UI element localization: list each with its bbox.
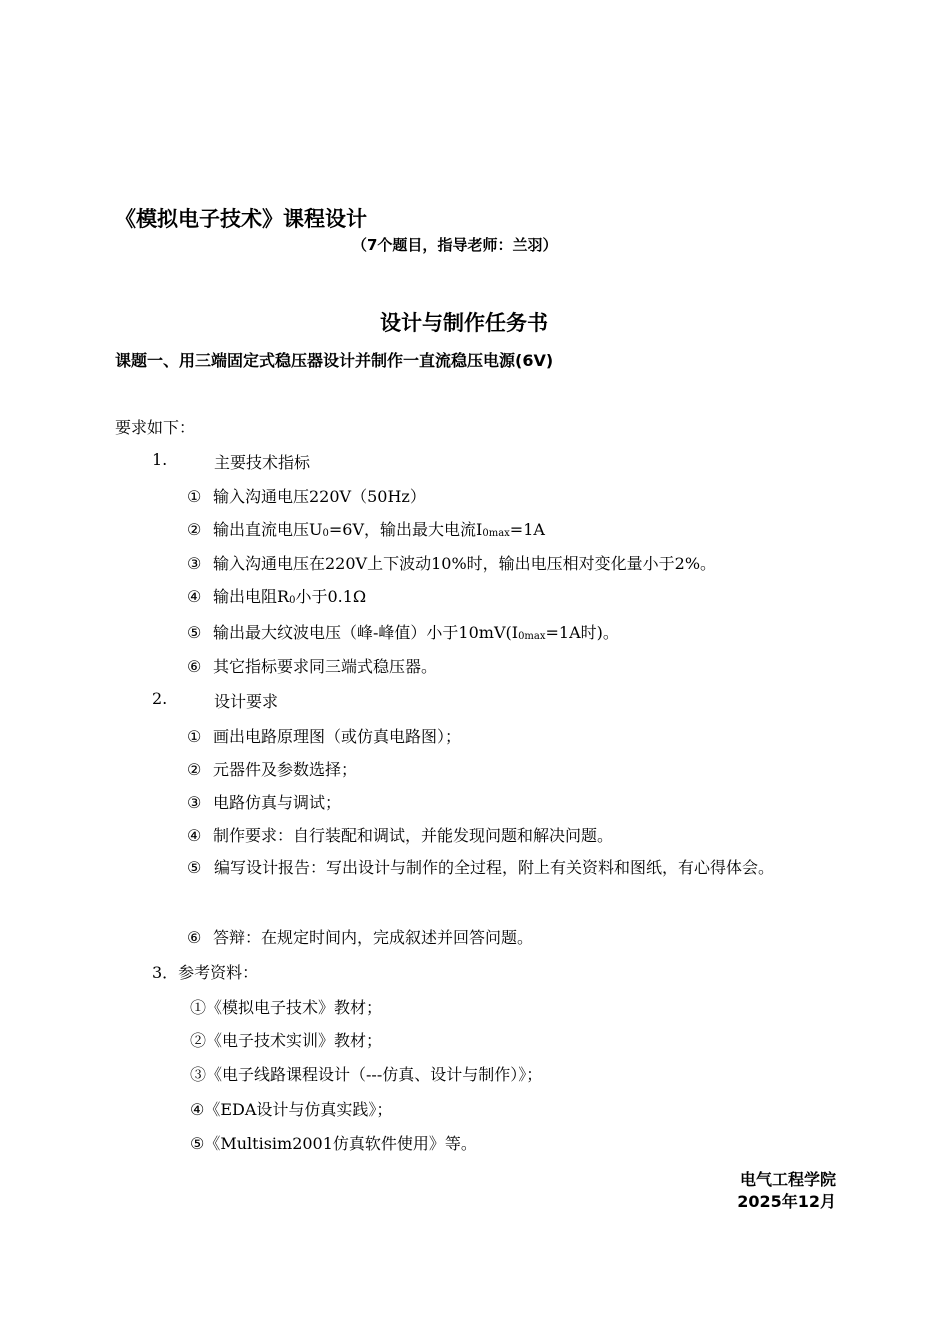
organization-name: 电气工程学院 <box>739 1170 836 1189</box>
section1-item-5 <box>187 620 619 643</box>
subscript: 0 <box>322 528 329 539</box>
item-marker: ⑤ <box>187 858 202 877</box>
item-text: 编写设计报告：写出设计与制作的全过程，附上有关资料和图纸，有心得体会。 <box>214 858 775 877</box>
item-text: 小于0.1Ω <box>295 587 367 606</box>
item-marker: ③ <box>187 554 202 573</box>
item-marker: ② <box>187 520 202 539</box>
section1-item-6 <box>187 654 437 677</box>
item-marker: ⑤ <box>187 623 202 642</box>
item-text: 输出直流电压U <box>213 520 323 539</box>
subscript: 0 <box>289 595 296 606</box>
section3-label: 3．参考资料： <box>152 963 259 982</box>
reference-item: ③《电子线路课程设计（---仿真、设计与制作）》； <box>190 1065 543 1084</box>
section2-item-1 <box>187 724 461 747</box>
item-text: 电路仿真与调试； <box>213 793 342 812</box>
section1-item-2 <box>187 517 545 540</box>
reference-item: ⑤《Multisim2001仿真软件使用》等。 <box>190 1134 477 1153</box>
item-text: 输出最大纹波电压（峰-峰值）小于10mV(I <box>213 623 519 642</box>
topic-heading: 课题一、用三端固定式稳压器设计并制作一直流稳压电源(6V) <box>115 351 554 370</box>
item-marker: ⑥ <box>187 657 202 676</box>
section1-label: 主要技术指标 <box>214 453 311 472</box>
course-title: 《模拟电子技术》课程设计 <box>115 207 367 231</box>
section2-number: 2. <box>152 689 168 708</box>
item-text: 答辩：在规定时间内，完成叙述并回答问题。 <box>213 928 534 947</box>
item-text: 画出电路原理图（或仿真电路图）； <box>213 727 462 746</box>
subscript: 0max <box>518 631 546 642</box>
section1-item-4 <box>187 584 366 607</box>
section2-item-2 <box>187 757 357 780</box>
item-text: =6V，输出最大电流I <box>328 520 483 539</box>
section2-label: 设计要求 <box>214 692 279 711</box>
course-subtitle: （7个题目，指导老师：兰羽） <box>352 236 558 254</box>
section2-item-5 <box>187 850 837 885</box>
item-marker: ⑥ <box>187 928 202 947</box>
item-text: =1A时)。 <box>545 623 619 642</box>
intro-text: 要求如下： <box>115 418 196 437</box>
item-marker: ④ <box>187 826 202 845</box>
item-marker: ④ <box>187 587 202 606</box>
section2-item-6 <box>187 925 533 948</box>
section2-item-4 <box>187 823 613 846</box>
item-marker: ① <box>187 487 202 506</box>
section1-item-3 <box>187 551 716 574</box>
subscript: 0max <box>482 528 510 539</box>
item-text: =1A <box>509 520 545 539</box>
item-text: 其它指标要求同三端式稳压器。 <box>213 657 438 676</box>
section1-item-1 <box>187 484 426 507</box>
reference-item: ①《模拟电子技术》教材； <box>190 998 383 1017</box>
item-text: 元器件及参数选择； <box>213 760 358 779</box>
item-marker: ① <box>187 727 202 746</box>
reference-item: ②《电子技术实训》教材； <box>190 1031 383 1050</box>
item-text: 输入沟通电压在220V上下波动10%时，输出电压相对变化量小于2%。 <box>213 554 717 573</box>
document-title: 设计与制作任务书 <box>380 311 548 335</box>
reference-item: ④《EDA设计与仿真实践》； <box>190 1100 393 1119</box>
section1-number: 1. <box>152 450 168 469</box>
section2-item-3 <box>187 790 341 813</box>
item-text: 制作要求：自行装配和调试，并能发现问题和解决问题。 <box>213 826 614 845</box>
document-date: 2025年12月 <box>737 1192 836 1211</box>
item-marker: ② <box>187 760 202 779</box>
item-text: 输入沟通电压220V（50Hz） <box>213 487 426 506</box>
item-marker: ③ <box>187 793 202 812</box>
item-text: 输出电阻R <box>213 587 290 606</box>
